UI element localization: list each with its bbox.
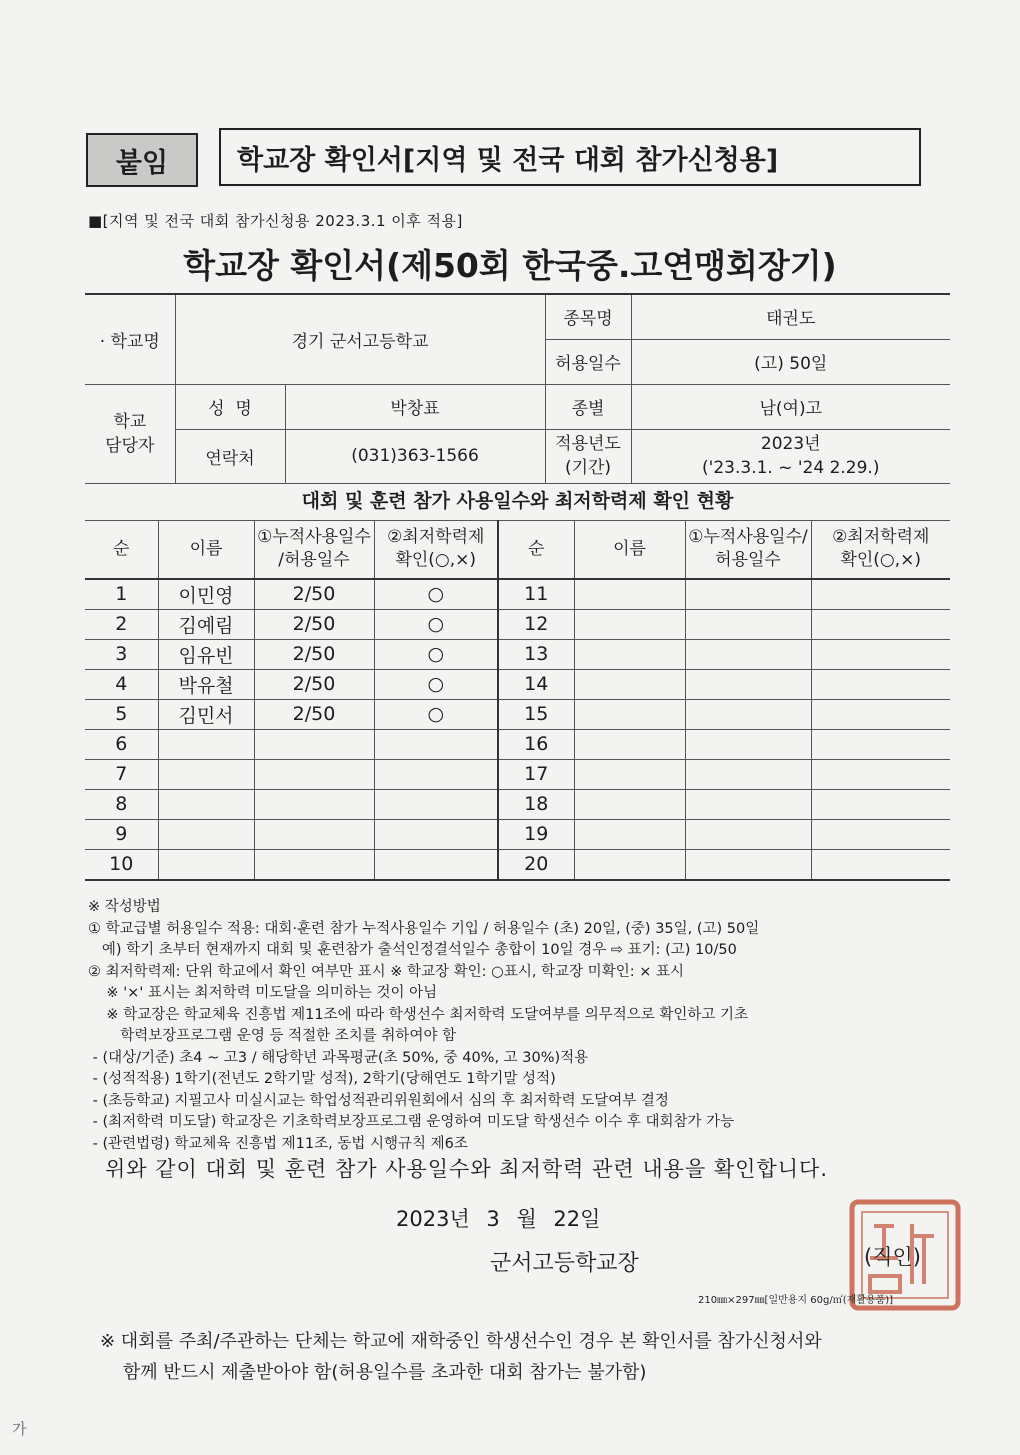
row-used-days: 2/50 bbox=[254, 699, 374, 729]
seal-label: (직인) bbox=[864, 1245, 921, 1269]
table-row bbox=[85, 789, 950, 819]
row-min-academic-right bbox=[811, 699, 950, 729]
row-min-academic: ○ bbox=[374, 669, 498, 699]
row-no: 10 bbox=[85, 849, 158, 880]
row-min-academic-right bbox=[811, 729, 950, 759]
corner-mark: 가 bbox=[12, 1420, 27, 1438]
row-name: 김예림 bbox=[158, 609, 254, 639]
row-name: 박유철 bbox=[158, 669, 254, 699]
header-min-academic-right: ②최저학력제 확인(○,×) bbox=[811, 521, 950, 579]
row-no-right: 20 bbox=[498, 849, 574, 880]
instruction-line: - (관련법령) 학교체육 진흥법 제11조, 동법 시행규칙 제6조 bbox=[88, 1135, 468, 1152]
row-used-days-right bbox=[685, 789, 811, 819]
row-min-academic-right bbox=[811, 849, 950, 880]
row-min-academic bbox=[374, 729, 498, 759]
row-name-right bbox=[574, 849, 685, 880]
row-name-right bbox=[574, 609, 685, 639]
writing-instructions bbox=[88, 897, 759, 1155]
row-no-right: 17 bbox=[498, 759, 574, 789]
row-name-right bbox=[574, 699, 685, 729]
header-used-days: ①누적사용일수 /허용일수 bbox=[254, 521, 374, 579]
header-name-right: 이름 bbox=[574, 521, 685, 579]
period-value bbox=[631, 429, 950, 483]
row-name-right bbox=[574, 669, 685, 699]
section-title: 대회 및 훈련 참가 사용일수와 최저학력제 확인 현황 bbox=[301, 490, 734, 512]
row-used-days: 2/50 bbox=[254, 579, 374, 610]
row-name: 이민영 bbox=[158, 579, 254, 610]
header-name: 이름 bbox=[158, 521, 254, 579]
confirmation-statement: 위와 같이 대회 및 훈련 참가 사용일수와 최저학력 관련 내용을 확인합니다. bbox=[105, 1157, 829, 1181]
instruction-line: - (최저학력 미도달) 학교장은 기초학력보장프로그램 운영하여 미도달 학생선수 이수 후 대회참가 가능 bbox=[88, 1114, 735, 1130]
row-min-academic bbox=[374, 849, 498, 880]
paper-spec: 210㎜×297㎜[일반용지 60g/㎡(재활용품)] bbox=[698, 1295, 894, 1306]
footer-note bbox=[100, 1326, 822, 1388]
row-min-academic: ○ bbox=[374, 639, 498, 669]
row-name-right bbox=[574, 819, 685, 849]
row-used-days-right bbox=[685, 699, 811, 729]
row-min-academic: ○ bbox=[374, 609, 498, 639]
row-name: 김민서 bbox=[158, 699, 254, 729]
row-no: 9 bbox=[85, 819, 158, 849]
confirmation-date: 2023년 3 월 22일 bbox=[396, 1207, 601, 1231]
row-used-days-right bbox=[685, 819, 811, 849]
instruction-line: - (초등학교) 지필고사 미실시교는 학업성적관리위원회에서 심의 후 최저학력 도달여부 결정 bbox=[88, 1092, 669, 1109]
athlete-table bbox=[85, 520, 950, 881]
gender-label: 종별 bbox=[545, 384, 631, 429]
row-no-right: 15 bbox=[498, 699, 574, 729]
row-used-days-right bbox=[685, 639, 811, 669]
table-row bbox=[85, 639, 950, 669]
row-no-right: 12 bbox=[498, 609, 574, 639]
period-label: 적용년도 (기간) bbox=[545, 429, 631, 483]
instruction-line: ② 최저학력제: 단위 학교에서 확인 여부만 표시 ※ 학교장 확인: ○표시, 학교장 미확인: × 표시 bbox=[88, 963, 684, 980]
row-used-days bbox=[254, 729, 374, 759]
header-no-right: 순 bbox=[498, 521, 574, 579]
row-name bbox=[158, 729, 254, 759]
instruction-line: ※ 학교장은 학교체육 진흥법 제11조에 따라 학생선수 최저학력 도달여부를 의무적으로 확인하고 기초 bbox=[88, 1006, 749, 1023]
manager-label: 학교 담당자 bbox=[85, 384, 175, 483]
event-value: 태권도 bbox=[631, 294, 950, 339]
table-row bbox=[85, 699, 950, 729]
row-min-academic-right bbox=[811, 579, 950, 610]
table-row bbox=[85, 819, 950, 849]
row-used-days bbox=[254, 819, 374, 849]
row-min-academic-right bbox=[811, 819, 950, 849]
row-used-days: 2/50 bbox=[254, 639, 374, 669]
row-used-days-right bbox=[685, 849, 811, 880]
instruction-line: ① 학교급별 허용일수 적용: 대회·훈련 참가 누적사용일수 기입 / 허용일수 (초) 20일, (중) 35일, (고) 50일 bbox=[88, 920, 760, 937]
row-name bbox=[158, 849, 254, 880]
row-name-right bbox=[574, 579, 685, 610]
row-no-right: 13 bbox=[498, 639, 574, 669]
contact-value: (031)363-1566 bbox=[285, 429, 545, 483]
header-title: 학교장 확인서[지역 및 전국 대회 참가신청용] bbox=[219, 128, 921, 186]
attachment-badge: 붙임 bbox=[86, 133, 198, 187]
row-no: 1 bbox=[85, 579, 158, 610]
event-label: 종목명 bbox=[545, 294, 631, 339]
row-name bbox=[158, 789, 254, 819]
name-label: 성 명 bbox=[175, 384, 285, 429]
gender-value: 남(여)고 bbox=[631, 384, 950, 429]
row-min-academic-right bbox=[811, 669, 950, 699]
instruction-line: - (성적적용) 1학기(전년도 2학기말 성적), 2학기(당해연도 1학기말 성적) bbox=[88, 1071, 556, 1087]
manager-name: 박창표 bbox=[285, 384, 545, 429]
school-info-table bbox=[85, 293, 950, 484]
table-row bbox=[85, 669, 950, 699]
header-no: 순 bbox=[85, 521, 158, 579]
row-no-right: 18 bbox=[498, 789, 574, 819]
row-used-days: 2/50 bbox=[254, 609, 374, 639]
row-used-days bbox=[254, 789, 374, 819]
table-row bbox=[85, 729, 950, 759]
row-name bbox=[158, 819, 254, 849]
row-no-right: 11 bbox=[498, 579, 574, 610]
row-used-days-right bbox=[685, 579, 811, 610]
row-used-days-right bbox=[685, 729, 811, 759]
row-min-academic-right bbox=[811, 759, 950, 789]
principal-title: 군서고등학교장 bbox=[490, 1251, 639, 1276]
row-used-days-right bbox=[685, 609, 811, 639]
row-no: 8 bbox=[85, 789, 158, 819]
row-no-right: 16 bbox=[498, 729, 574, 759]
allowed-days-value: (고) 50일 bbox=[631, 339, 950, 384]
table-row bbox=[85, 579, 950, 610]
row-min-academic-right bbox=[811, 789, 950, 819]
row-used-days: 2/50 bbox=[254, 669, 374, 699]
row-no: 6 bbox=[85, 729, 158, 759]
period-range: ('23.3.1. ~ '24 2.29.) bbox=[702, 458, 880, 478]
header-min-academic: ②최저학력제 확인(○,×) bbox=[374, 521, 498, 579]
row-no: 5 bbox=[85, 699, 158, 729]
athlete-rows bbox=[85, 579, 950, 880]
row-min-academic-right bbox=[811, 609, 950, 639]
row-used-days-right bbox=[685, 669, 811, 699]
row-used-days bbox=[254, 849, 374, 880]
row-min-academic: ○ bbox=[374, 699, 498, 729]
row-no-right: 19 bbox=[498, 819, 574, 849]
instruction-line: 예) 학기 초부터 현재까지 대회 및 훈련참가 출석인정결석일수 총합이 10일 경우 ⇨ 표기: (고) 10/50 bbox=[88, 942, 737, 958]
row-no: 3 bbox=[85, 639, 158, 669]
table-row bbox=[85, 759, 950, 789]
table-row bbox=[85, 849, 950, 880]
row-no: 7 bbox=[85, 759, 158, 789]
row-name-right bbox=[574, 789, 685, 819]
instruction-line: - (대상/기준) 초4 ~ 고3 / 해당학년 과목평균(초 50%, 중 40%, 고 30%)적용 bbox=[88, 1049, 589, 1066]
row-name-right bbox=[574, 729, 685, 759]
contact-label: 연락처 bbox=[175, 429, 285, 483]
school-name-value: 경기 군서고등학교 bbox=[175, 294, 545, 384]
footer-note-line: ※ 대회를 주최/주관하는 단체는 학교에 재학중인 학생선수인 경우 본 확인서를 참가신청서와 bbox=[100, 1331, 822, 1352]
table-row bbox=[85, 609, 950, 639]
row-name-right bbox=[574, 759, 685, 789]
allowed-days-label: 허용일수 bbox=[545, 339, 631, 384]
header-used-days-right: ①누적사용일수/ 허용일수 bbox=[685, 521, 811, 579]
row-used-days bbox=[254, 759, 374, 789]
row-no: 2 bbox=[85, 609, 158, 639]
period-year: 2023년 bbox=[760, 434, 821, 454]
row-min-academic-right bbox=[811, 639, 950, 669]
row-used-days-right bbox=[685, 759, 811, 789]
row-name: 임유빈 bbox=[158, 639, 254, 669]
row-no: 4 bbox=[85, 669, 158, 699]
document-title: 학교장 확인서(제50회 한국중.고연맹회장기) bbox=[183, 246, 837, 285]
instruction-line: 학력보장프로그램 운영 등 적절한 조치를 취하여야 함 bbox=[88, 1028, 457, 1044]
row-min-academic bbox=[374, 759, 498, 789]
applicability-note: ■[지역 및 전국 대회 참가신청용 2023.3.1 이후 적용] bbox=[88, 212, 463, 230]
row-name bbox=[158, 759, 254, 789]
row-name-right bbox=[574, 639, 685, 669]
school-name-label: · 학교명 bbox=[85, 294, 175, 384]
instruction-line: ※ 작성방법 bbox=[88, 899, 161, 915]
instruction-line: ※ '×' 표시는 최저학력 미도달을 의미하는 것이 아님 bbox=[88, 985, 438, 1001]
row-no-right: 14 bbox=[498, 669, 574, 699]
row-min-academic: ○ bbox=[374, 579, 498, 610]
footer-note-line: 함께 반드시 제출받아야 함(허용일수를 초과한 대회 참가는 불가함) bbox=[100, 1362, 647, 1383]
row-min-academic bbox=[374, 789, 498, 819]
row-min-academic bbox=[374, 819, 498, 849]
